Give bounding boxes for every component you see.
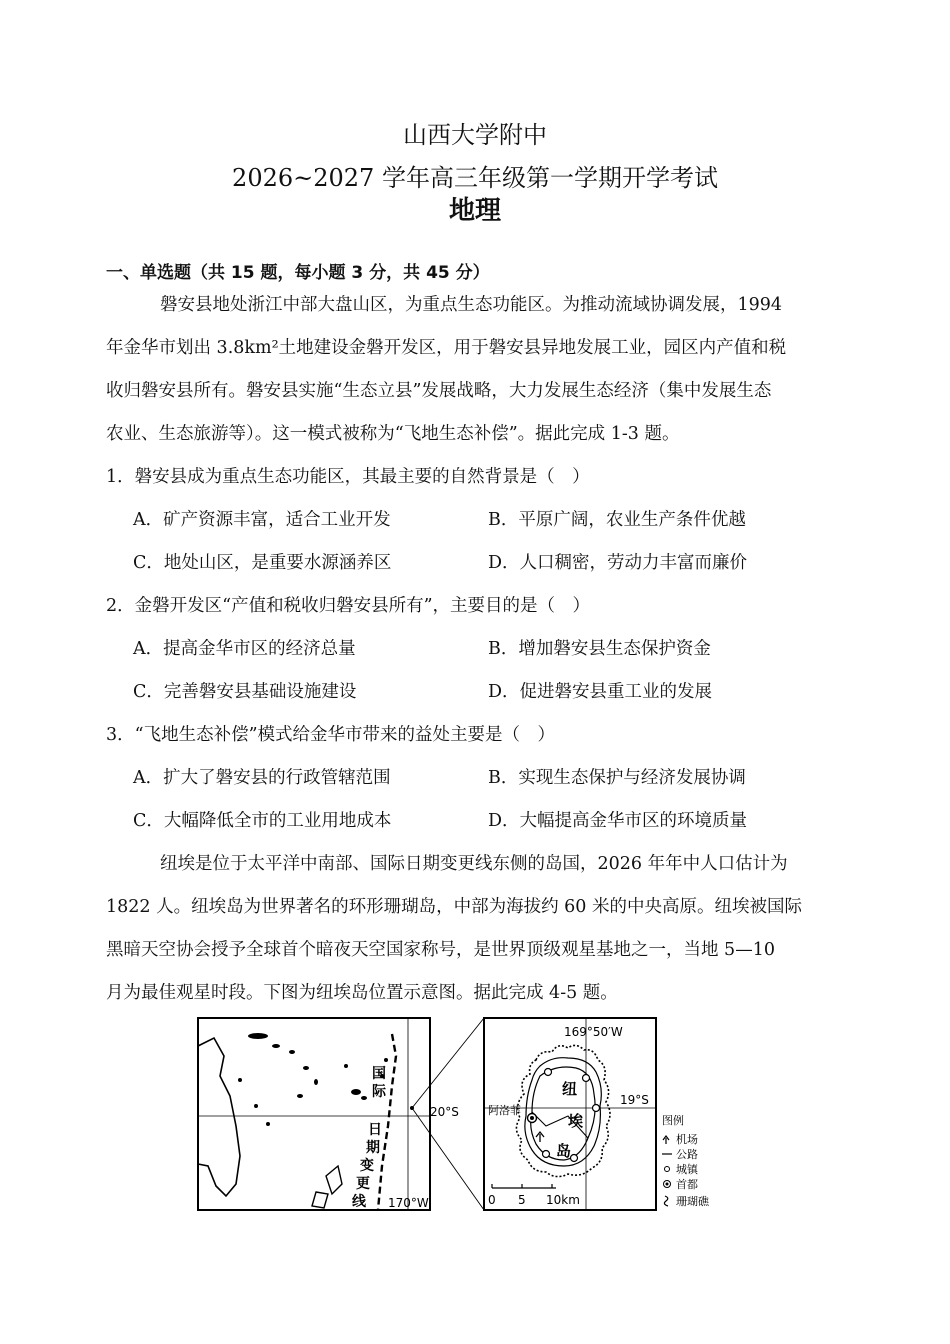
passage1-line: 收归磐安县所有。磐安县实施“生态立县”发展战略，大力发展生态经济（集中发展生态 <box>106 381 772 401</box>
capital-dot <box>530 1116 534 1120</box>
passage1-line: 年金华市划出 3.8km²土地建设金磐开发区，用于磐安县异地发展工业，园区内产值和税 <box>106 338 787 358</box>
legend-road-label: 公路 <box>676 1148 698 1161</box>
question-3-option-b[interactable]: B．实现生态保护与经济发展协调 <box>488 768 746 788</box>
question-1-option-d[interactable]: D．人口稠密，劳动力丰富而廉价 <box>488 553 748 573</box>
scale-tick-0: 0 <box>488 1193 496 1207</box>
inset-lat-label: 19°S <box>620 1093 649 1107</box>
pacific-islands <box>238 1033 388 1126</box>
svg-text:变: 变 <box>360 1158 374 1174</box>
connector-line-top <box>412 1018 484 1108</box>
question-3-option-c[interactable]: C．大幅降低全市的工业用地成本 <box>133 811 392 831</box>
svg-text:日: 日 <box>368 1122 382 1138</box>
inset-lon-label: 169°50′W <box>564 1025 623 1039</box>
school-name: 山西大学附中 <box>403 121 547 149</box>
scale-tick-10: 10km <box>546 1193 580 1207</box>
scale-tick-5: 5 <box>518 1193 526 1207</box>
legend-airport-label: 机场 <box>676 1133 698 1146</box>
subject-title: 地理 <box>448 196 501 226</box>
question-1-option-b[interactable]: B．平原广阔，农业生产条件优越 <box>488 510 746 530</box>
question-3-option-a[interactable]: A．扩大了磐安县的行政管辖范围 <box>133 768 391 788</box>
svg-text:国: 国 <box>372 1066 386 1082</box>
svg-text:际: 际 <box>372 1084 386 1100</box>
legend-reef-symbol <box>664 1196 668 1206</box>
passage2-line: 纽埃是位于太平洋中南部、国际日期变更线东侧的岛国，2026 年年中人口估计为 <box>160 854 788 874</box>
question-2-stem: 2．金磐开发区“产值和税收归磐安县所有”，主要目的是（ ） <box>106 596 591 616</box>
question-3-option-d[interactable]: D．大幅提高金华市区的环境质量 <box>488 811 748 831</box>
island-label-2: 埃 <box>568 1112 584 1130</box>
capital-label: 阿洛菲 <box>488 1104 521 1117</box>
island-label-3: 岛 <box>556 1142 572 1160</box>
new-zealand-coast <box>312 1166 342 1208</box>
question-2-option-c[interactable]: C．完善磐安县基础设施建设 <box>133 682 357 702</box>
legend-reef-label: 珊瑚礁 <box>676 1195 709 1208</box>
passage1-line: 农业、生态旅游等）。这一模式被称为“飞地生态补偿”。据此完成 1-3 题。 <box>106 424 680 444</box>
svg-text:线: 线 <box>352 1194 366 1210</box>
legend-town-label: 城镇 <box>676 1163 698 1176</box>
legend-title: 图例 <box>662 1114 684 1127</box>
passage1-line: 磐安县地处浙江中部大盘山区，为重点生态功能区。为推动流域协调发展，1994 <box>160 295 783 315</box>
australia-coast <box>198 1038 240 1196</box>
passage2-line: 月为最佳观星时段。下图为纽埃岛位置示意图。据此完成 4-5 题。 <box>106 983 618 1003</box>
island-label-1: 纽 <box>562 1080 578 1098</box>
exam-title: 2026~2027 学年高三年级第一学期开学考试 <box>232 164 718 192</box>
question-1-stem: 1．磐安县成为重点生态功能区，其最主要的自然背景是（ ） <box>106 467 590 487</box>
dateline-label <box>352 1065 387 1210</box>
question-2-option-b[interactable]: B．增加磐安县生态保护资金 <box>488 639 711 659</box>
question-2-option-a[interactable]: A．提高金华市区的经济总量 <box>133 639 356 659</box>
passage2-line: 黑暗天空协会授予全球首个暗夜天空国家称号，是世界顶级观星基地之一，当地 5—10 <box>106 940 775 960</box>
question-2-option-d[interactable]: D．促进磐安县重工业的发展 <box>488 682 713 702</box>
legend-capital-label: 首都 <box>676 1178 698 1191</box>
map-legend <box>662 1113 710 1208</box>
section-title: 一、单选题（共 15 题，每小题 3 分，共 45 分） <box>106 263 490 283</box>
question-3-stem: 3．“飞地生态补偿”模式给金华市带来的益处主要是（ ） <box>106 725 556 745</box>
lat-20s-label: 20°S <box>430 1105 459 1119</box>
legend-airport-icon <box>663 1136 669 1144</box>
passage2-line: 1822 人。纽埃岛为世界著名的环形珊瑚岛，中部为海拔约 60 米的中央高原。纽埃被国际 <box>106 897 802 917</box>
svg-text:更: 更 <box>356 1176 370 1192</box>
connector-line-bottom <box>412 1108 484 1210</box>
question-1-option-c[interactable]: C．地处山区，是重要水源涵养区 <box>133 553 392 573</box>
niue-location-figure <box>196 1016 716 1216</box>
lon-170w-label: 170°W <box>388 1196 429 1210</box>
legend-town-symbol <box>665 1167 670 1172</box>
question-1-option-a[interactable]: A．矿产资源丰富，适合工业开发 <box>133 510 391 530</box>
airport-icon <box>536 1132 544 1142</box>
svg-text:期: 期 <box>366 1140 380 1156</box>
